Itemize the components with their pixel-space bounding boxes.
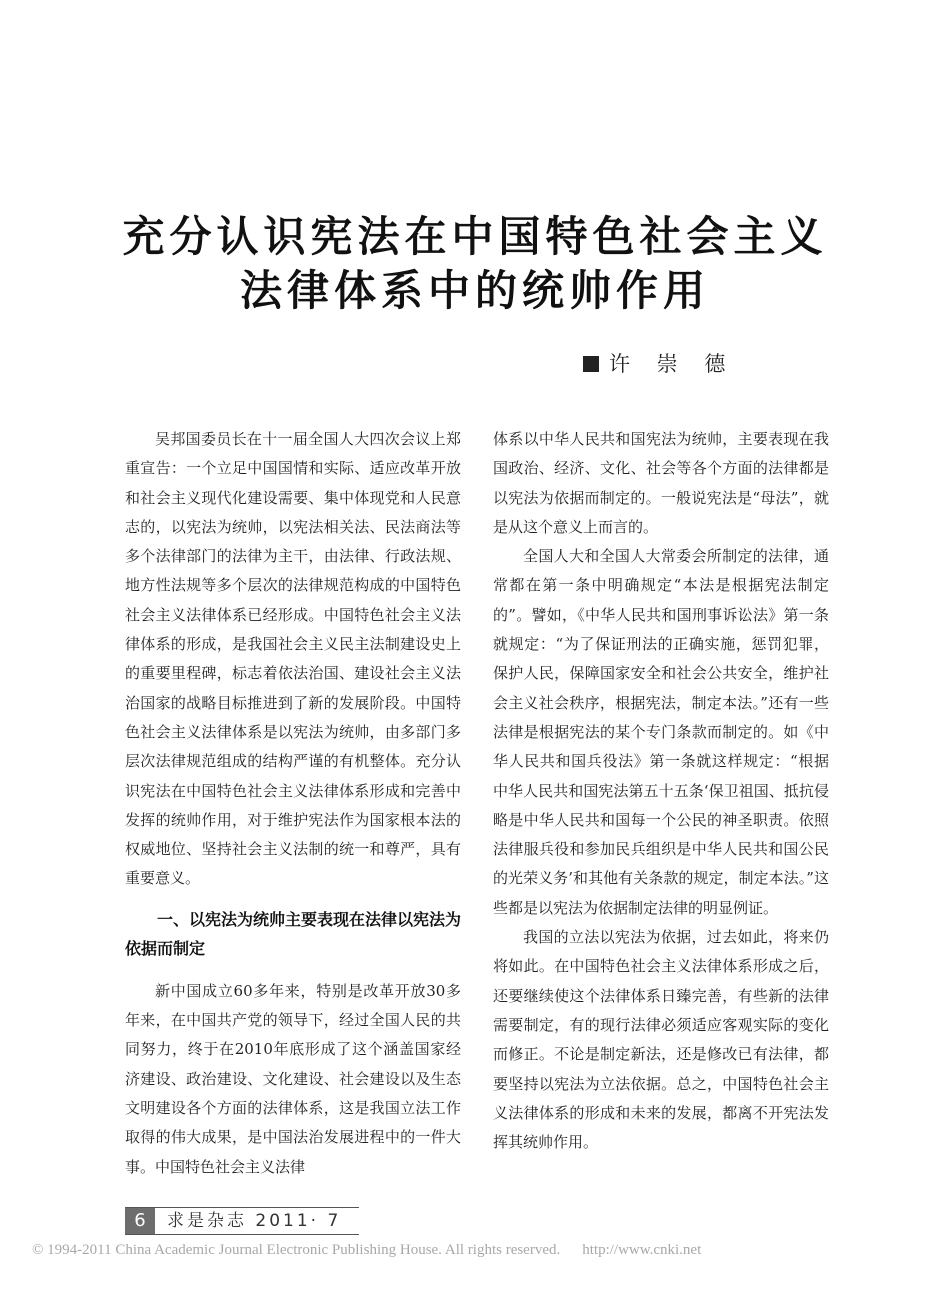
body-paragraph: 新中国成立60多年来，特别是改革开放30多年来，在中国共产党的领导下，经过全国人民的共同努力，终于在2010年底形成了这个涵盖国家经济建设、政治建设、文化建设、社会建设以及生态文明建设各个方面的法律体系，这是我国立法工作取得的伟大成果，是中国法治发展进程中的一件大事。中国特色社会主义法律 [125, 981, 461, 1176]
copyright-notice: © 1994-2011 China Academic Journal Electronic Publishing House. All rights reserved. [32, 1242, 561, 1258]
intro-paragraph: 吴邦国委员长在十一届全国人大四次会议上郑重宣告：一个立足中国国情和实际、适应改革开放和社会主义现代化建设需要、集中体现党和人民意志的，以宪法为统帅，以宪法相关法、民法商法等多个法律部门的法律为主干，由法律、行政法规、地方性法规等多个层次的法律规范构成的中国特色社会主义法律体系已经形成。中国特色社会主义法律体系的形成，是我国社会主义民主法制建设史上的重要里程碑，标志着依法治国、建设社会主义法治国家的战略目标推进到了新的发展阶段。中国特色社会主义法律体系是以宪法为统帅，由多部门多层次法律规范组成的结构严谨的有机整体。充分认识宪法在中国特色社会主义法律体系形成和完善中发挥的统帅作用，对于维护宪法作为国家根本法的权威地位、坚持社会主义法制的统一和尊严，具有重要意义。 [125, 430, 461, 888]
square-bullet-icon [583, 356, 599, 372]
article-title [0, 210, 950, 318]
magazine-issue: 求是杂志 2011· 7 [167, 1211, 342, 1231]
left-column [125, 425, 461, 1182]
copyright-line [32, 1242, 701, 1259]
page-number: 6 [125, 1208, 155, 1234]
section-heading-1: 一、以宪法为统帅主要表现在法律以宪法为依据而制定 [125, 909, 462, 958]
author-byline [583, 348, 735, 378]
right-column [493, 425, 829, 1157]
source-url: http://www.cnki.net [582, 1242, 702, 1258]
continued-paragraph: 体系以中华人民共和国宪法为统帅，主要表现在我国政治、经济、文化、社会等各个方面的法律都是以宪法为依据而制定的。一般说宪法是“母法”，就是从这个意义上而言的。 [493, 430, 829, 536]
body-paragraph: 我国的立法以宪法为依据，过去如此，将来仍将如此。在中国特色社会主义法律体系形成之后，还要继续使这个法律体系日臻完善，有些新的法律需要制定，有的现行法律必须适应客观实际的变化而修正。不论是制定新法，还是修改已有法律，都要坚持以宪法为立法依据。总之，中国特色社会主义法律体系的形成和未来的发展，都离不开宪法发挥其统帅作用。 [493, 928, 829, 1152]
title-line-1: 充分认识宪法在中国特色社会主义 [122, 212, 828, 261]
author-name: 许 崇 德 [609, 352, 736, 376]
body-paragraph: 全国人大和全国人大常委会所制定的法律，通常都在第一条中明确规定“本法是根据宪法制定的”。譬如，《中华人民共和国刑事诉讼法》第一条就规定：“为了保证刑法的正确实施，惩罚犯罪，保护人民，保障国家安全和社会公共安全，维护社会主义社会秩序，根据宪法，制定本法。”还有一些法律是根据宪法的某个专门条款而制定的。如《中华人民共和国兵役法》第一条就这样规定：“根据中华人民共和国宪法第五十五条‘保卫祖国、抵抗侵略是中华人民共和国每一个公民的神圣职责。依照法律服兵役和参加民兵组织是中华人民共和国公民的光荣义务’和其他有关条款的规定，制定本法。”这些都是以宪法为依据制定法律的明显例证。 [493, 547, 829, 917]
page-footer [125, 1207, 359, 1235]
title-line-2: 法律体系中的统帅作用 [239, 266, 710, 315]
